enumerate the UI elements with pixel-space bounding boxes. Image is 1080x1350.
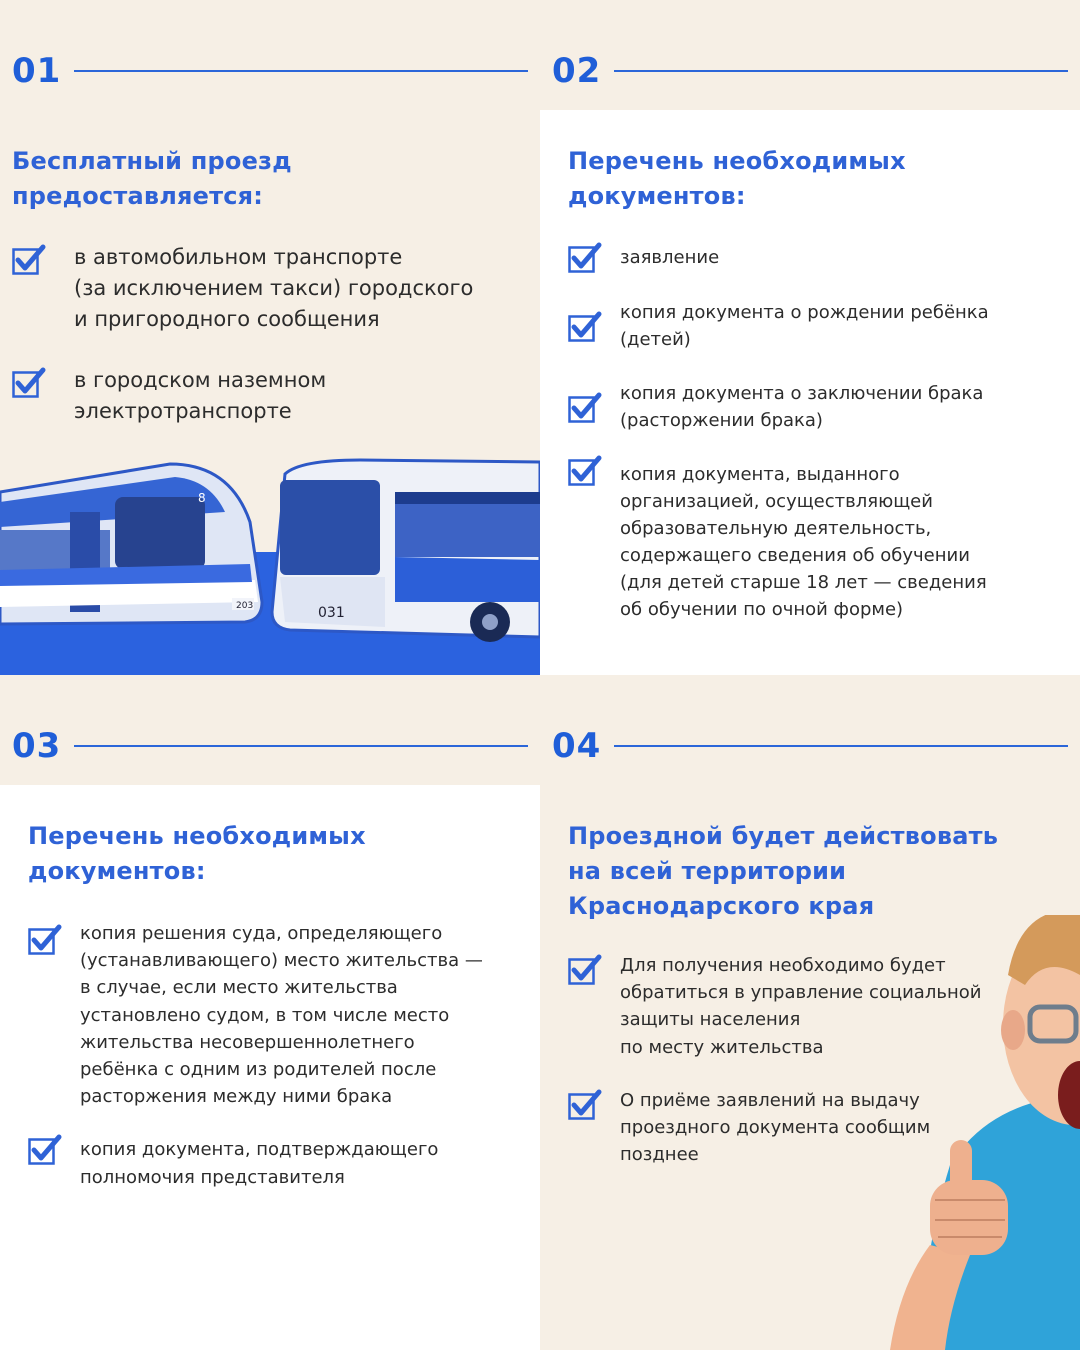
text-line: (детей) bbox=[620, 329, 691, 350]
item-text bbox=[620, 1087, 1038, 1169]
checklist bbox=[568, 244, 1058, 623]
heading-line: Перечень необходимых bbox=[568, 147, 906, 175]
item-text bbox=[80, 1136, 518, 1190]
heading-line: документов: bbox=[28, 857, 206, 885]
text-line: по месту жительства bbox=[620, 1036, 824, 1058]
item-text bbox=[620, 461, 1058, 623]
bus-number: 031 bbox=[318, 605, 345, 621]
section-heading bbox=[568, 819, 1068, 924]
heading-line: Бесплатный проезд bbox=[12, 147, 292, 175]
checkbox-checked-icon bbox=[12, 367, 46, 399]
item-text bbox=[620, 380, 1058, 434]
text-line: (за исключением такси) городского bbox=[74, 276, 474, 300]
text-line: жительства несовершеннолетнего bbox=[80, 1031, 415, 1053]
section-01 bbox=[0, 0, 540, 675]
heading-line: документов: bbox=[568, 182, 746, 210]
checkbox-checked-icon bbox=[28, 1134, 62, 1166]
text-line: позднее bbox=[620, 1144, 699, 1166]
text-line: защиты населения bbox=[620, 1009, 801, 1031]
text-line: копия документа о заключении брака bbox=[620, 383, 984, 404]
text-line: в случае, если место жительства bbox=[80, 977, 398, 999]
text-line: в автомобильном транспорте bbox=[74, 245, 403, 269]
heading-line: предоставляется: bbox=[12, 182, 264, 210]
text-line: Для получения необходимо будет bbox=[620, 955, 946, 976]
heading-line: на всей территории bbox=[568, 857, 847, 885]
text-line: копия решения суда, определяющего bbox=[80, 923, 443, 944]
heading-line: Проездной будет действовать bbox=[568, 822, 999, 850]
text-line: обратиться в управление социальной bbox=[620, 982, 982, 1004]
checkbox-checked-icon bbox=[12, 244, 46, 276]
text-line: (для детей старше 18 лет — сведения bbox=[620, 572, 987, 593]
divider-line bbox=[74, 745, 528, 747]
checklist bbox=[28, 920, 518, 1191]
divider-line bbox=[74, 70, 528, 72]
list-item bbox=[568, 244, 1058, 271]
text-line: содержащего сведения об обучении bbox=[620, 545, 970, 566]
text-line: копия документа о рождении ребёнка bbox=[620, 302, 989, 323]
divider-line bbox=[614, 70, 1068, 72]
tram-number: 203 bbox=[236, 601, 254, 611]
text-line: ребёнка с одним из родителей после bbox=[80, 1059, 437, 1081]
text-line: расторжения между ними брака bbox=[80, 1086, 393, 1108]
text-line: копия документа, подтверждающего bbox=[80, 1139, 439, 1161]
section-number: 01 bbox=[12, 51, 62, 91]
text-line: электротранспорте bbox=[74, 399, 292, 423]
text-line: заявление bbox=[620, 247, 720, 268]
item-text bbox=[620, 952, 1038, 1061]
item-text bbox=[74, 242, 512, 335]
section-number: 04 bbox=[552, 726, 602, 766]
text-line: об обучении по очной форме) bbox=[620, 599, 904, 620]
checklist bbox=[12, 242, 512, 457]
checkbox-checked-icon bbox=[568, 954, 602, 986]
list-item bbox=[28, 920, 518, 1110]
list-item bbox=[568, 380, 1058, 434]
section-heading bbox=[12, 144, 512, 214]
tram-and-bus-illustration bbox=[0, 452, 540, 675]
list-item bbox=[568, 952, 1038, 1061]
text-line: (расторжении брака) bbox=[620, 410, 823, 431]
list-item bbox=[568, 1087, 1038, 1169]
section-heading bbox=[568, 144, 1068, 214]
checkbox-checked-icon bbox=[568, 311, 602, 343]
text-line: и пригородного сообщения bbox=[74, 307, 380, 331]
section-03 bbox=[0, 675, 540, 1350]
text-line: (устанавливающего) место жительства — bbox=[80, 950, 483, 972]
tram-icon bbox=[0, 464, 262, 624]
divider-line bbox=[614, 745, 1068, 747]
checkbox-checked-icon bbox=[568, 392, 602, 424]
heading-line: Перечень необходимых bbox=[28, 822, 366, 850]
text-line: О приёме заявлений на выдачу bbox=[620, 1089, 920, 1111]
text-line: проездного документа сообщим bbox=[620, 1117, 931, 1139]
checklist bbox=[568, 952, 1038, 1168]
item-text bbox=[74, 365, 512, 427]
section-number: 02 bbox=[552, 51, 602, 91]
list-item bbox=[568, 461, 1058, 623]
list-item bbox=[28, 1136, 518, 1190]
text-line: установлено судом, в том числе место bbox=[80, 1004, 450, 1026]
heading-line: Краснодарского края bbox=[568, 892, 875, 920]
list-item bbox=[12, 242, 512, 335]
text-line: в городском наземном bbox=[74, 368, 327, 392]
checkbox-checked-icon bbox=[568, 455, 602, 487]
section-number: 03 bbox=[12, 726, 62, 766]
list-item bbox=[568, 299, 1058, 353]
tram-route: 8 bbox=[198, 491, 206, 505]
checkbox-checked-icon bbox=[568, 242, 602, 274]
item-text bbox=[80, 920, 518, 1110]
text-line: полномочия представителя bbox=[80, 1166, 345, 1188]
section-heading bbox=[28, 819, 528, 889]
bus-icon bbox=[272, 460, 540, 642]
item-text bbox=[620, 299, 1058, 353]
text-line: образовательную деятельность, bbox=[620, 518, 932, 539]
text-line: организацией, осуществляющей bbox=[620, 491, 933, 512]
section-02 bbox=[540, 0, 1080, 675]
item-text bbox=[620, 244, 1058, 271]
list-item bbox=[12, 365, 512, 427]
checkbox-checked-icon bbox=[568, 1089, 602, 1121]
section-04 bbox=[540, 675, 1080, 1350]
text-line: копия документа, выданного bbox=[620, 464, 900, 485]
checkbox-checked-icon bbox=[28, 924, 62, 956]
